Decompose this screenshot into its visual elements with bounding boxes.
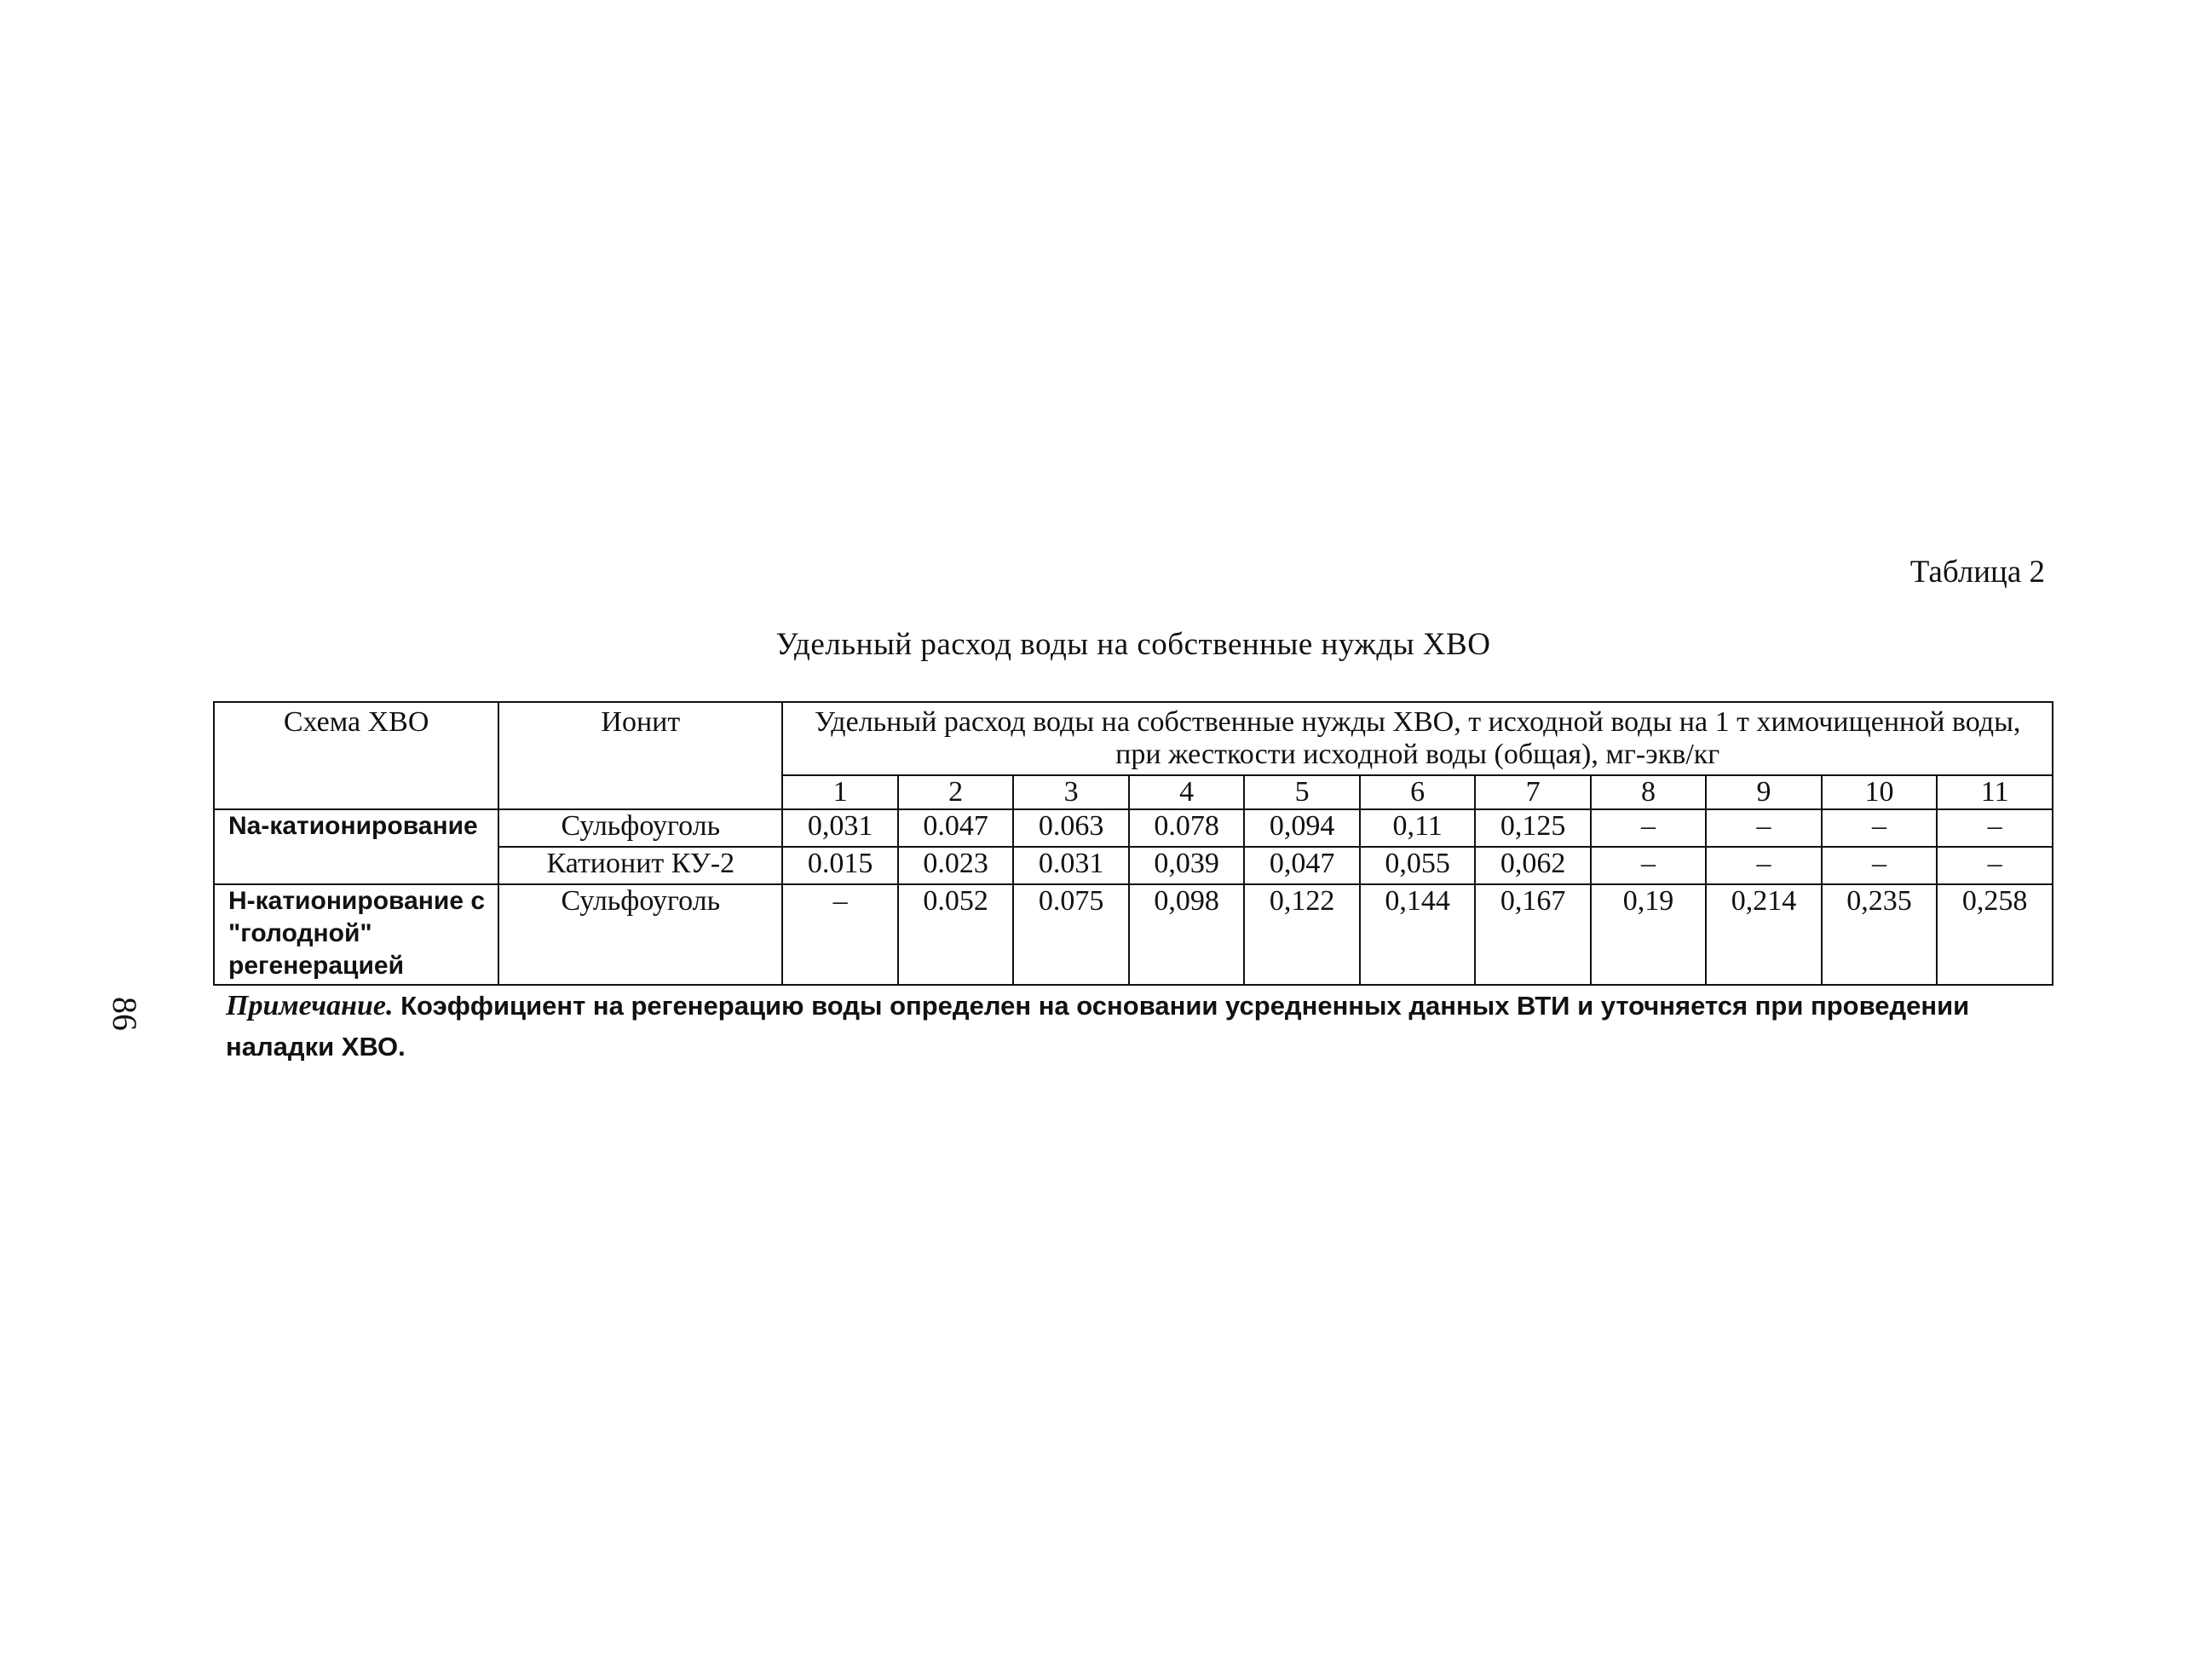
header-hardness-8: 8 <box>1591 775 1706 809</box>
value-cell: 0.031 <box>1013 847 1128 884</box>
header-hardness-1: 1 <box>782 775 897 809</box>
value-cell: 0,167 <box>1475 884 1590 985</box>
note-text: Коэффициент на регенерацию воды определен на основании усредненных данных ВТИ и уточняется при проведении наладки ХВО. <box>226 991 1970 1062</box>
header-consumption-group: Удельный расход воды на собственные нужды ХВО, т исходной воды на 1 т химочищенной воды, при жесткости исходной воды (общая), мг-экв/кг <box>782 702 2053 775</box>
value-cell: – <box>1937 847 2053 884</box>
page-number: 86 <box>106 997 144 1031</box>
water-consumption-table <box>213 701 2053 986</box>
value-cell: 0.063 <box>1013 809 1128 847</box>
value-cell: 0,062 <box>1475 847 1590 884</box>
ionite-cell: Катионит КУ-2 <box>498 847 782 884</box>
value-cell: – <box>1591 809 1706 847</box>
value-cell: 0,047 <box>1244 847 1359 884</box>
value-cell: 0,258 <box>1937 884 2053 985</box>
value-cell: – <box>1822 809 1937 847</box>
table-row <box>214 884 2053 985</box>
header-hardness-2: 2 <box>898 775 1013 809</box>
header-hardness-9: 9 <box>1706 775 1821 809</box>
value-cell: – <box>1937 809 2053 847</box>
scheme-cell: Н-катионирование с "голодной" регенерацией <box>214 884 498 985</box>
value-cell: 0,094 <box>1244 809 1359 847</box>
value-cell: 0,214 <box>1706 884 1821 985</box>
value-cell: 0,144 <box>1360 884 1475 985</box>
value-cell: – <box>1591 847 1706 884</box>
table-note <box>226 986 2066 1067</box>
table-row <box>214 809 2053 847</box>
value-cell: 0.015 <box>782 847 897 884</box>
value-cell: 0,11 <box>1360 809 1475 847</box>
header-hardness-6: 6 <box>1360 775 1475 809</box>
value-cell: – <box>1706 847 1821 884</box>
value-cell: 0,122 <box>1244 884 1359 985</box>
header-row <box>214 702 2053 775</box>
value-cell: – <box>782 884 897 985</box>
scheme-cell: Na-катионирование <box>214 809 498 884</box>
value-cell: 0,031 <box>782 809 897 847</box>
ionite-cell: Сульфоуголь <box>498 884 782 985</box>
value-cell: 0,055 <box>1360 847 1475 884</box>
value-cell: 0,19 <box>1591 884 1706 985</box>
header-hardness-11: 11 <box>1937 775 2053 809</box>
value-cell: 0,125 <box>1475 809 1590 847</box>
value-cell: 0,098 <box>1129 884 1244 985</box>
value-cell: 0.023 <box>898 847 1013 884</box>
header-hardness-4: 4 <box>1129 775 1244 809</box>
value-cell: 0.078 <box>1129 809 1244 847</box>
value-cell: 0.052 <box>898 884 1013 985</box>
header-hardness-10: 10 <box>1822 775 1937 809</box>
header-hardness-5: 5 <box>1244 775 1359 809</box>
header-hardness-7: 7 <box>1475 775 1590 809</box>
value-cell: 0.047 <box>898 809 1013 847</box>
value-cell: 0.075 <box>1013 884 1128 985</box>
header-hardness-3: 3 <box>1013 775 1128 809</box>
note-label: Примечание. <box>226 990 394 1021</box>
ionite-cell: Сульфоуголь <box>498 809 782 847</box>
header-scheme: Схема ХВО <box>214 702 498 809</box>
table-title: Удельный расход воды на собственные нужды ХВО <box>775 627 1491 662</box>
header-ionite: Ионит <box>498 702 782 809</box>
value-cell: – <box>1822 847 1937 884</box>
table-label: Таблица 2 <box>1909 555 2045 590</box>
value-cell: 0,235 <box>1822 884 1937 985</box>
value-cell: – <box>1706 809 1821 847</box>
value-cell: 0,039 <box>1129 847 1244 884</box>
